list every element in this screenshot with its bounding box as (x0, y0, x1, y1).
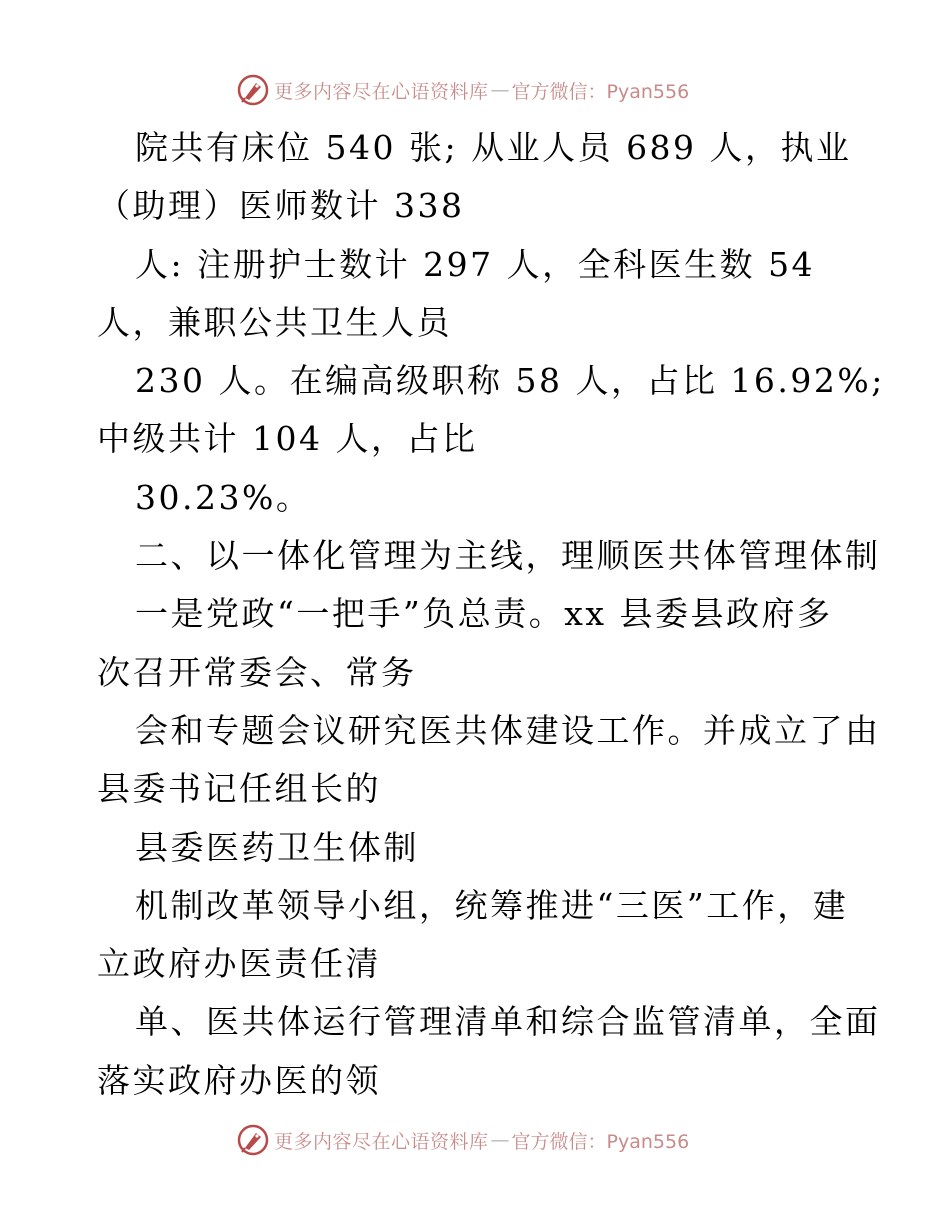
watermark-text: 更多内容尽在心语资料库 (274, 80, 489, 103)
header-watermark (236, 72, 689, 108)
text-line: 中级共计 104 人，占比 (97, 419, 478, 459)
text-line: 落实政府办医的领 (97, 1060, 381, 1100)
text-line: 会和专题会议研究医共体建设工作。并成立了由 (135, 710, 881, 750)
text-line: 30.23%。 (135, 477, 312, 517)
text-line: 院共有床位 540 张; 从业人员 689 人，执业 (135, 128, 852, 167)
text-line: （助理）医师数计 338 (97, 186, 465, 226)
text-line: 人，兼职公共卫生人员 (97, 302, 452, 342)
text-line: 立政府办医责任清 (97, 944, 381, 984)
footer-watermark (236, 1122, 689, 1158)
section-heading: 二、以一体化管理为主线，理顺医共体管理体制 (135, 536, 881, 576)
text-line: 县委书记任组长的 (97, 769, 381, 809)
document-body (97, 119, 887, 1110)
text-line: 机制改革领导小组，统筹推进“三医”工作，建 (135, 885, 849, 925)
text-line: 230 人。在编高级职称 58 人，占比 16.92%; (135, 361, 885, 401)
text-line: 县委医药卫生体制 (135, 827, 419, 867)
pen-nib-seal-icon (236, 1123, 270, 1157)
text-line: 一是党政“一把手”负总责。xx 县委县政府多 (135, 594, 833, 634)
text-line: 单、医共体运行管理清单和综合监管清单，全面 (135, 1002, 881, 1042)
text-line: 人: 注册护士数计 297 人，全科医生数 54 (135, 244, 816, 284)
watermark-contact: 官方微信：Pyan556 (511, 80, 690, 103)
watermark-separator: — (490, 79, 510, 101)
watermark-separator: — (490, 1129, 510, 1151)
watermark-text: 更多内容尽在心语资料库 (274, 1130, 489, 1153)
text-line: 次召开常委会、常务 (97, 652, 417, 692)
pen-nib-seal-icon (236, 73, 270, 107)
watermark-contact: 官方微信：Pyan556 (511, 1130, 690, 1153)
